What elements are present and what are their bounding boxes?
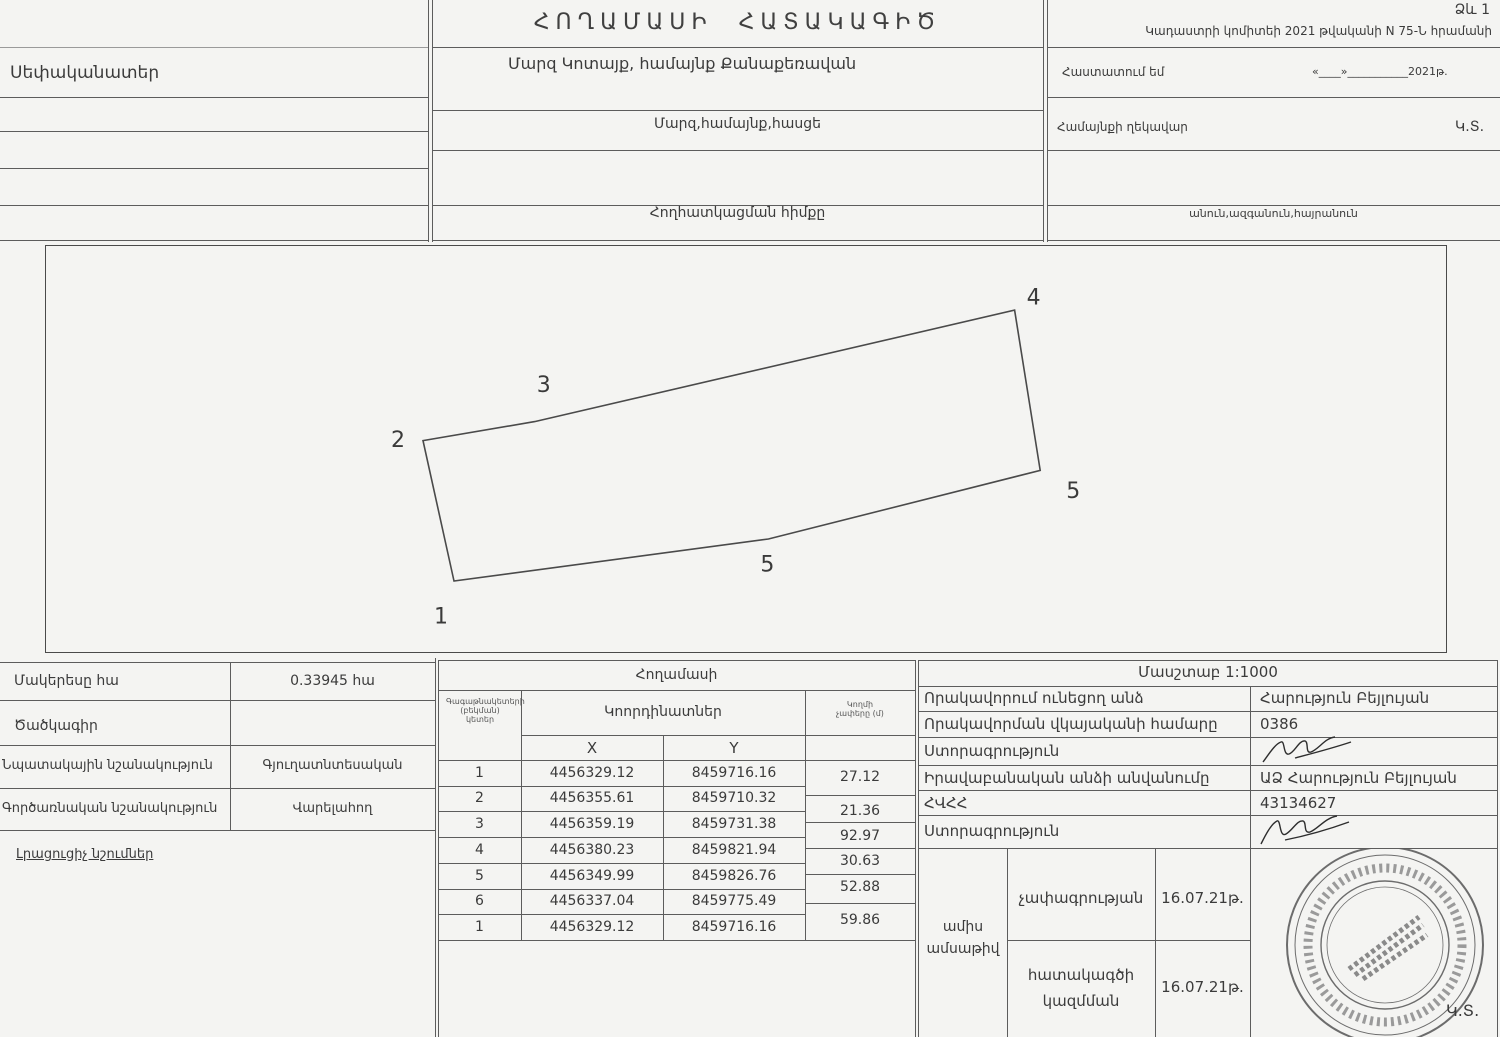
plan-compilation-label: հատակագծի կազմման (1027, 966, 1135, 1011)
column-header-y: Y (729, 739, 739, 757)
vertex-label: 4 (1026, 285, 1041, 311)
rule (1043, 0, 1044, 242)
rule (1047, 150, 1500, 151)
rule (438, 660, 915, 661)
order-reference: Կադաստրի կոմիտեի 2021 թվականի N 75-Ն հրամանի (1145, 24, 1492, 38)
location-value: Մարզ Կոտայք, համայնք Քանաքեռավան (508, 54, 857, 73)
rule (1047, 205, 1500, 206)
rule (918, 686, 1498, 687)
table-cell-y: 8459826.76 (691, 868, 777, 884)
function-value: Վարելահող (292, 801, 373, 816)
side-length: 52.88 (839, 879, 881, 895)
side-length: 30.63 (839, 853, 881, 869)
table-cell-y: 8459821.94 (691, 842, 777, 858)
scale-label: Մասշտաբ 1:1000 (1138, 663, 1278, 681)
purpose-label: Նպատակային նշանակություն (2, 758, 213, 773)
seal-place-label: Կ.Տ. (1455, 119, 1485, 135)
legal-entity-value: ԱՁ Հարություն Բեյլույան (1260, 769, 1457, 787)
owner-label: Սեփականատեր (10, 63, 160, 83)
rule (918, 737, 1498, 738)
side-length: 27.12 (839, 769, 881, 785)
survey-label: չափագրության (1018, 889, 1144, 907)
rule (0, 47, 428, 48)
qualified-person-label: Որակավորում ունեցող անձ (924, 689, 1144, 707)
table-cell-x: 4456355.61 (549, 790, 635, 806)
table-cell-point: 5 (475, 868, 484, 884)
rule (438, 786, 805, 787)
rule (1047, 97, 1500, 98)
approve-label: Հաստատում եմ (1062, 65, 1165, 79)
rule (432, 240, 1043, 241)
rule (438, 940, 915, 941)
rule (428, 0, 429, 242)
table-cell-x: 4456337.04 (549, 893, 635, 909)
rule (918, 711, 1498, 712)
table-cell-point: 1 (475, 765, 484, 781)
side-length: 92.97 (839, 828, 881, 844)
plan-frame (45, 245, 1447, 653)
rule (915, 660, 916, 1037)
rule (805, 848, 915, 849)
table-cell-y: 8459775.49 (691, 893, 777, 909)
allocation-basis-caption: Հողհատկացման հիմքը (649, 205, 826, 221)
plan-compilation-date: 16.07.21թ. (1161, 978, 1244, 996)
rule (918, 765, 1498, 766)
signature-label: Ստորագրություն (924, 822, 1060, 840)
column-header-side-length: Կողմի չափերը (մ) (836, 700, 884, 719)
rule (918, 815, 1498, 816)
table-cell-y: 8459716.16 (691, 765, 777, 781)
rule (918, 790, 1498, 791)
column-header-coordinates: Կոորդինատներ (604, 704, 722, 720)
rule (432, 110, 1043, 111)
approve-date: «____»___________2021թ. (1312, 65, 1448, 78)
document-title: ՀՈՂԱՄԱՍԻ ՀԱՏԱԿԱԳԻԾ (533, 10, 942, 35)
rule (1007, 848, 1008, 1037)
parcel-plan (46, 246, 1445, 651)
rule (0, 788, 435, 789)
rule (0, 131, 428, 132)
seal-place-label: Կ.Տ. (1446, 1001, 1480, 1020)
form-number: Ձև 1 (1454, 2, 1490, 18)
tax-id-value: 43134627 (1260, 794, 1337, 812)
area-value: 0.33945 հա (290, 673, 375, 689)
rule (438, 690, 915, 691)
table-cell-x: 4456329.12 (549, 919, 635, 935)
rule (0, 662, 435, 663)
signature-image (1255, 812, 1355, 848)
code-label: Ծածկագիր (14, 718, 98, 734)
rule (805, 735, 915, 736)
table-cell-point: 4 (475, 842, 484, 858)
community-head-label: Համայնքի ղեկավար (1057, 120, 1188, 134)
rule (438, 863, 805, 864)
rule (438, 889, 805, 890)
rule (438, 760, 805, 761)
table-cell-y: 8459710.32 (691, 790, 777, 806)
rule (805, 903, 915, 904)
side-length: 59.86 (839, 912, 881, 928)
rule (432, 47, 1043, 48)
location-caption: Մարզ,համայնք,հասցե (653, 116, 822, 132)
rule (805, 822, 915, 823)
rule (435, 658, 436, 1037)
table-cell-x: 4456359.19 (549, 816, 635, 832)
rule (0, 830, 435, 831)
side-length: 21.36 (839, 803, 881, 819)
vertex-label: 3 (536, 373, 551, 399)
table-cell-point: 3 (475, 816, 484, 832)
rule (1047, 47, 1500, 48)
column-header-x: X (586, 739, 598, 757)
notes-label: Լրացուցիչ նշումներ (16, 847, 154, 862)
table-cell-x: 4456329.12 (549, 765, 635, 781)
rule (0, 240, 428, 241)
table-cell-x: 4456349.99 (549, 868, 635, 884)
signature-label: Ստորագրություն (924, 742, 1060, 760)
rule (432, 150, 1043, 151)
rule (0, 205, 428, 206)
name-caption: անուն,ազգանուն,հայրանուն (1189, 207, 1358, 220)
table-cell-y: 8459716.16 (691, 919, 777, 935)
parcel-boundary (423, 310, 1040, 581)
table-cell-point: 2 (475, 790, 484, 806)
survey-date: 16.07.21թ. (1161, 889, 1244, 907)
legal-entity-label: Իրավաբանական անձի անվանումը (924, 769, 1210, 787)
table-cell-point: 6 (475, 893, 484, 909)
date-label: ամիս ամսաթիվ (926, 919, 1000, 957)
area-label: Մակերեսը հա (14, 673, 119, 689)
rule (438, 837, 805, 838)
rule (438, 811, 805, 812)
signature-image (1255, 734, 1355, 768)
rule (0, 745, 435, 746)
vertex-label: 5 (1066, 478, 1081, 504)
rule (0, 97, 428, 98)
rule (918, 660, 1498, 661)
table-cell-point: 1 (475, 919, 484, 935)
column-header-point: Գագաթնակետերի (բեկման) կետեր (446, 697, 525, 725)
function-label: Գործառնական նշանակություն (2, 801, 218, 816)
rule (1007, 940, 1250, 941)
coordinates-table-title: Հողամասի (635, 667, 718, 683)
table-cell-y: 8459731.38 (691, 816, 777, 832)
vertex-label: 2 (391, 428, 405, 454)
vertex-label: 1 (434, 604, 448, 630)
rule (1155, 848, 1156, 1037)
purpose-value: Գյուղատնտեսական (262, 758, 403, 773)
rule (805, 795, 915, 796)
rule (438, 914, 805, 915)
rule (805, 760, 915, 761)
certificate-number-label: Որակավորման վկայականի համարը (924, 715, 1218, 733)
tax-id-label: ՀՎՀՀ (924, 794, 968, 812)
rule (805, 874, 915, 875)
table-cell-x: 4456380.23 (549, 842, 635, 858)
qualified-person-value: Հարություն Բեյլույան (1260, 689, 1430, 707)
rule (0, 700, 435, 701)
rule (1047, 240, 1500, 241)
rule (0, 168, 428, 169)
vertex-label: 5 (760, 552, 775, 578)
certificate-number-value: 0386 (1260, 715, 1299, 733)
